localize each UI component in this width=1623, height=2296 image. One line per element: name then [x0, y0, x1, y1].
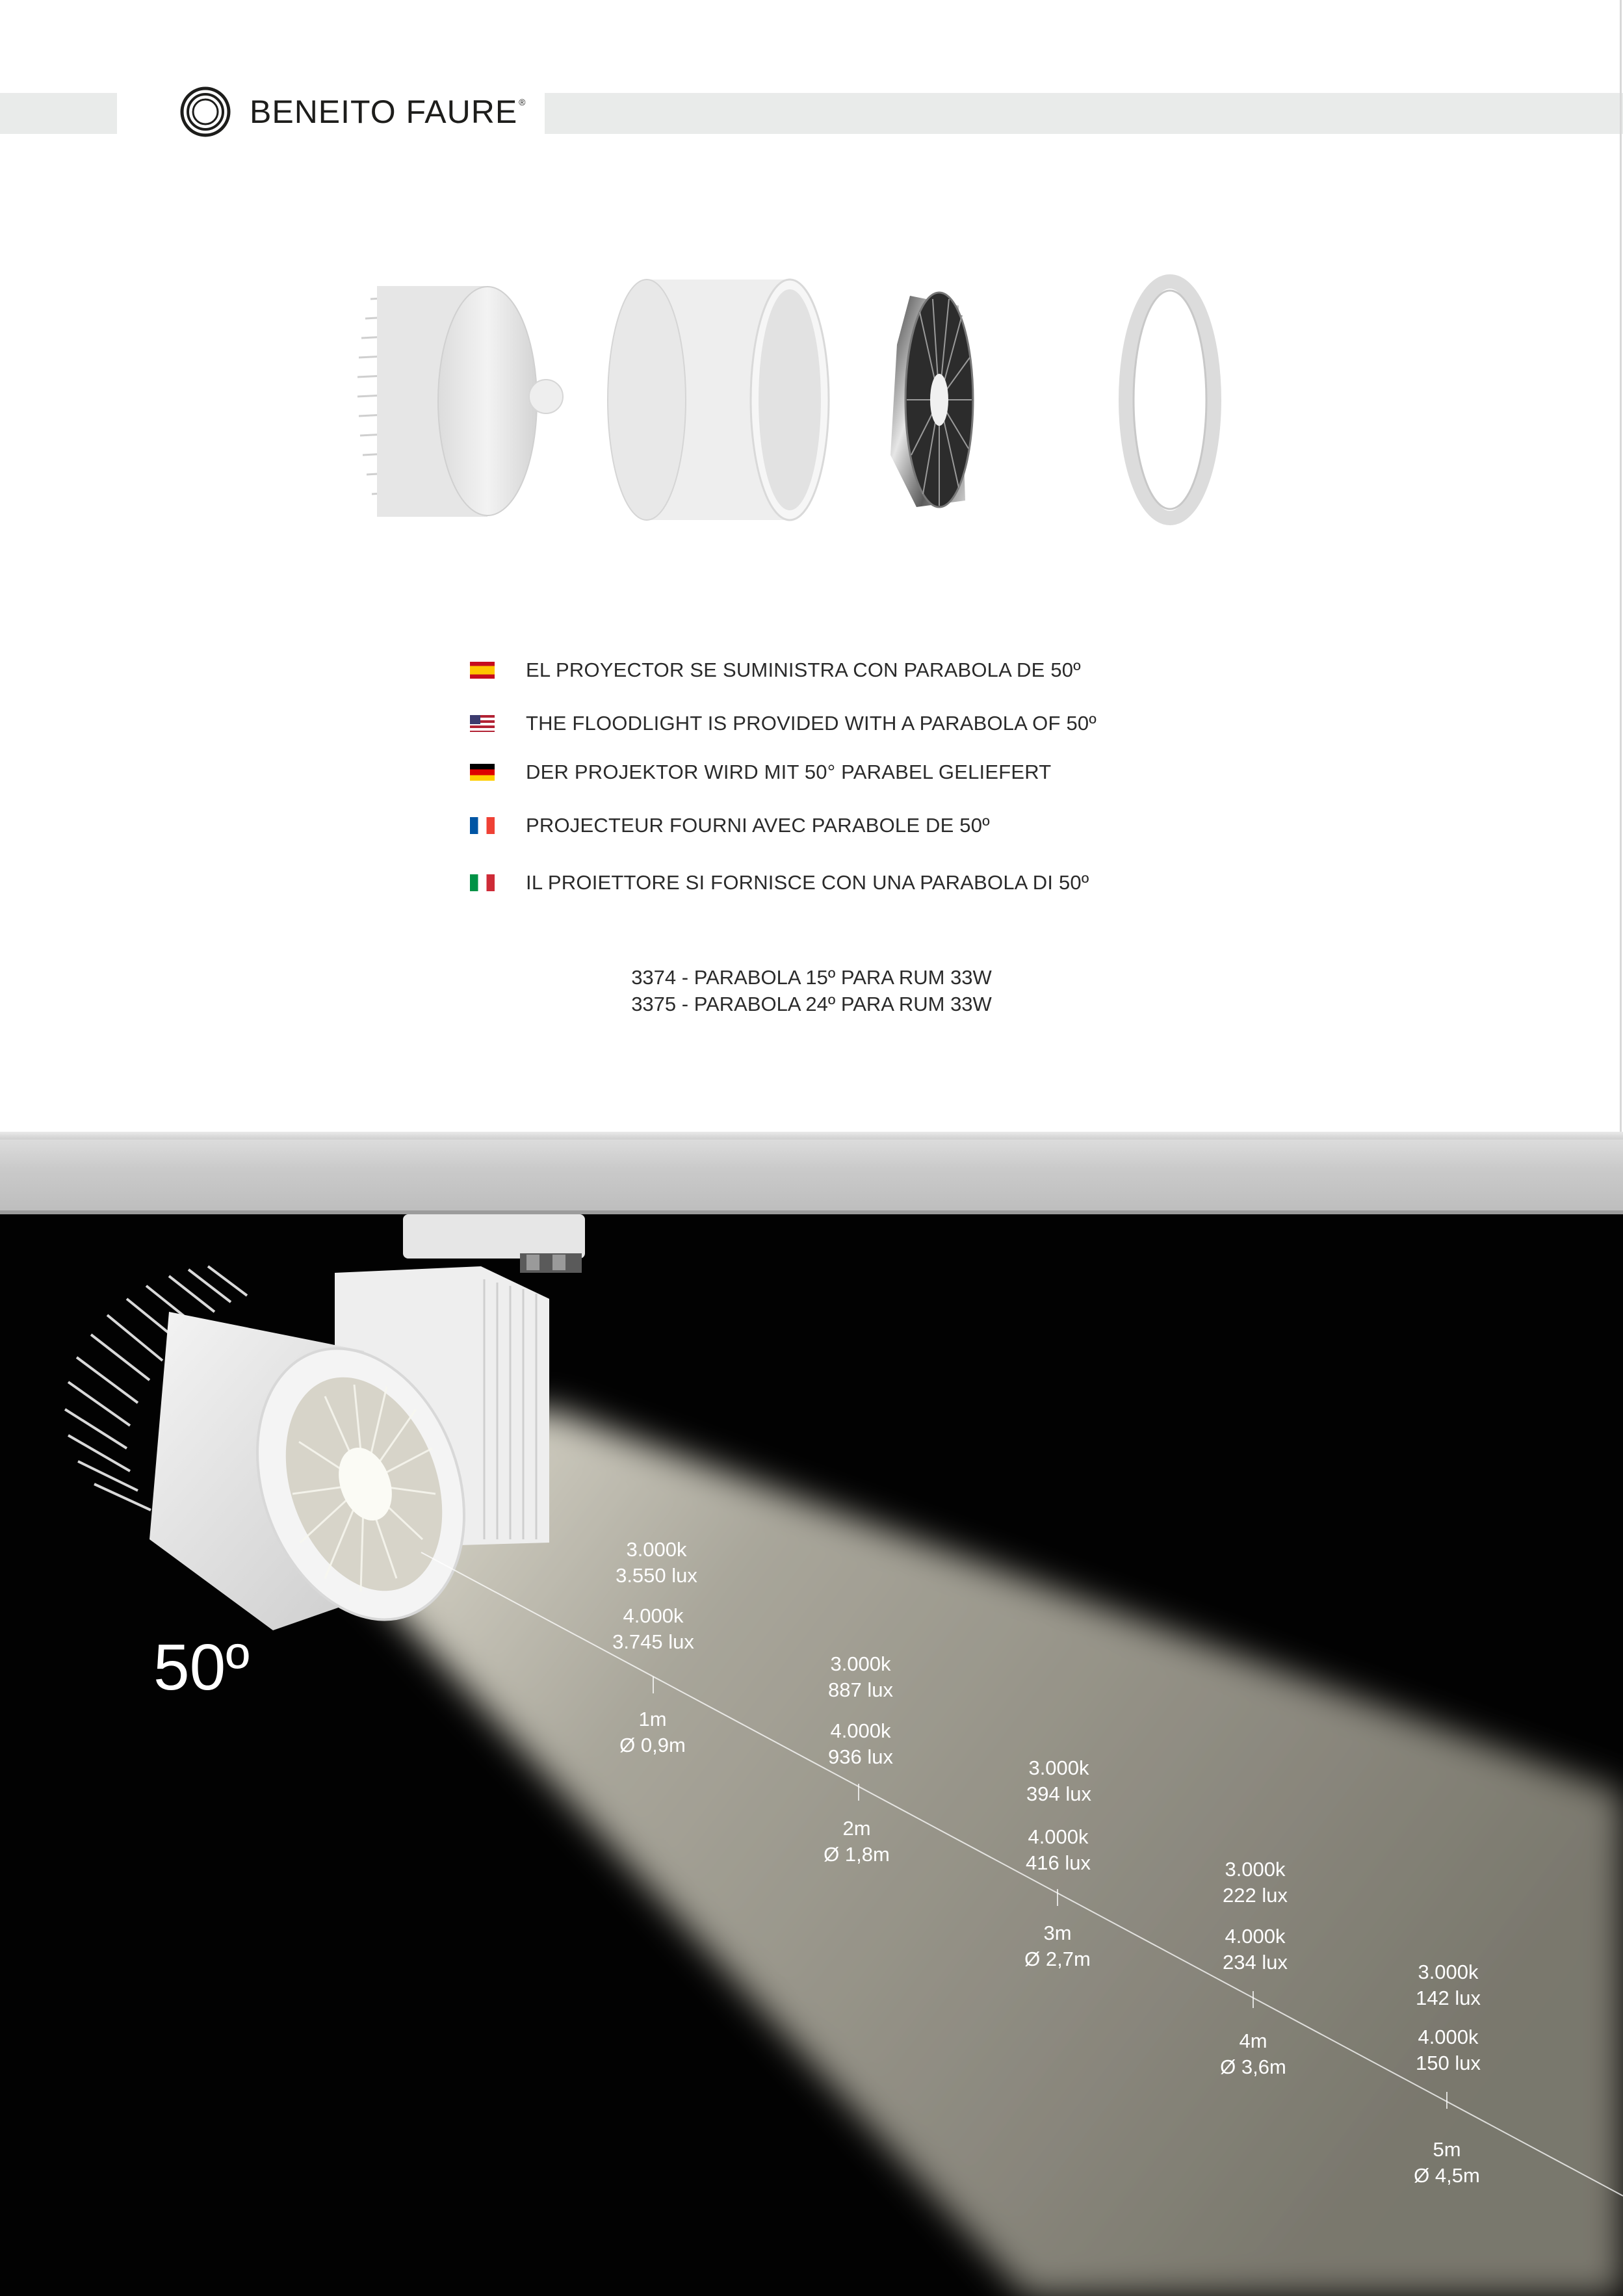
beam-3000k-label: 3.000k 3.550 lux	[616, 1538, 697, 1587]
beam-distance-label: 3m Ø 2,7m	[1024, 1922, 1091, 1970]
beam-distance-label: 4m Ø 3,6m	[1220, 2029, 1286, 2078]
reflector-part	[890, 293, 973, 507]
beam-tick	[1253, 1991, 1254, 2008]
housing-part	[608, 280, 829, 520]
language-text-it: IL PROIETTORE SI FORNISCE CON UNA PARABOLA DI 50º	[526, 871, 1089, 894]
beam-3000k-label: 3.000k 394 lux	[1026, 1756, 1091, 1805]
language-line-es	[470, 654, 1081, 686]
beam-4000k-label: 4.000k 416 lux	[1026, 1825, 1091, 1874]
language-line-de	[470, 756, 1052, 789]
beam-4000k-label: 4.000k 234 lux	[1223, 1925, 1288, 1974]
beam-distance-label: 5m Ø 4,5m	[1414, 2138, 1480, 2187]
beam-4000k-label: 4.000k 3.745 lux	[612, 1604, 694, 1653]
part-code-line: 3374 - PARABOLA 15º PARA RUM 33W	[631, 966, 992, 989]
language-text-en: THE FLOODLIGHT IS PROVIDED WITH A PARABOLA OF 50º	[526, 712, 1097, 735]
part-code-line: 3375 - PARABOLA 24º PARA RUM 33W	[631, 993, 992, 1015]
track-rail	[0, 1140, 1623, 1213]
language-line-en	[470, 707, 1097, 740]
language-line-it	[470, 867, 1089, 899]
beam-distance-label: 1m Ø 0,9m	[619, 1708, 686, 1756]
track-rail-top	[0, 1132, 1623, 1140]
parts-exploded-view	[351, 260, 1287, 546]
beam-tick	[1057, 1889, 1058, 1906]
germany-flag-icon	[470, 764, 495, 781]
beam-angle-label: 50º	[153, 1631, 250, 1704]
uk-us-flag-icon	[470, 715, 495, 732]
language-line-fr	[470, 809, 990, 842]
track-adapter	[403, 1214, 585, 1273]
language-text-es: EL PROYECTOR SE SUMINISTRA CON PARABOLA DE 50º	[526, 659, 1081, 681]
header-band-left	[0, 93, 117, 134]
language-text-fr: PROJECTEUR FOURNI AVEC PARABOLE DE 50º	[526, 814, 990, 837]
beam-tick	[858, 1784, 859, 1801]
header-band-right	[545, 93, 1623, 134]
brand-logo	[179, 85, 526, 139]
beam-4000k-label: 4.000k 936 lux	[828, 1719, 893, 1768]
brand-logo-icon	[179, 86, 231, 138]
language-text-de: DER PROJEKTOR WIRD MIT 50° PARABEL GELIEFERT	[526, 761, 1052, 783]
spain-flag-icon	[470, 662, 495, 679]
beam-tick	[1446, 2092, 1448, 2109]
beam-3000k-label: 3.000k 887 lux	[828, 1652, 893, 1701]
beam-distance-label: 2m Ø 1,8m	[824, 1817, 890, 1866]
france-flag-icon	[470, 817, 495, 834]
front-ring-part	[1126, 281, 1214, 518]
beam-3000k-label: 3.000k 142 lux	[1416, 1961, 1481, 2009]
beam-tick	[653, 1676, 654, 1693]
italy-flag-icon	[470, 874, 495, 891]
brand-name: BENEITO FAURE ®	[250, 94, 526, 130]
beam-3000k-label: 3.000k 222 lux	[1223, 1858, 1288, 1907]
page-edge	[1620, 0, 1622, 1132]
part-codes	[0, 964, 1623, 1017]
beam-4000k-label: 4.000k 150 lux	[1416, 2026, 1481, 2074]
heatsink-part	[357, 286, 563, 517]
